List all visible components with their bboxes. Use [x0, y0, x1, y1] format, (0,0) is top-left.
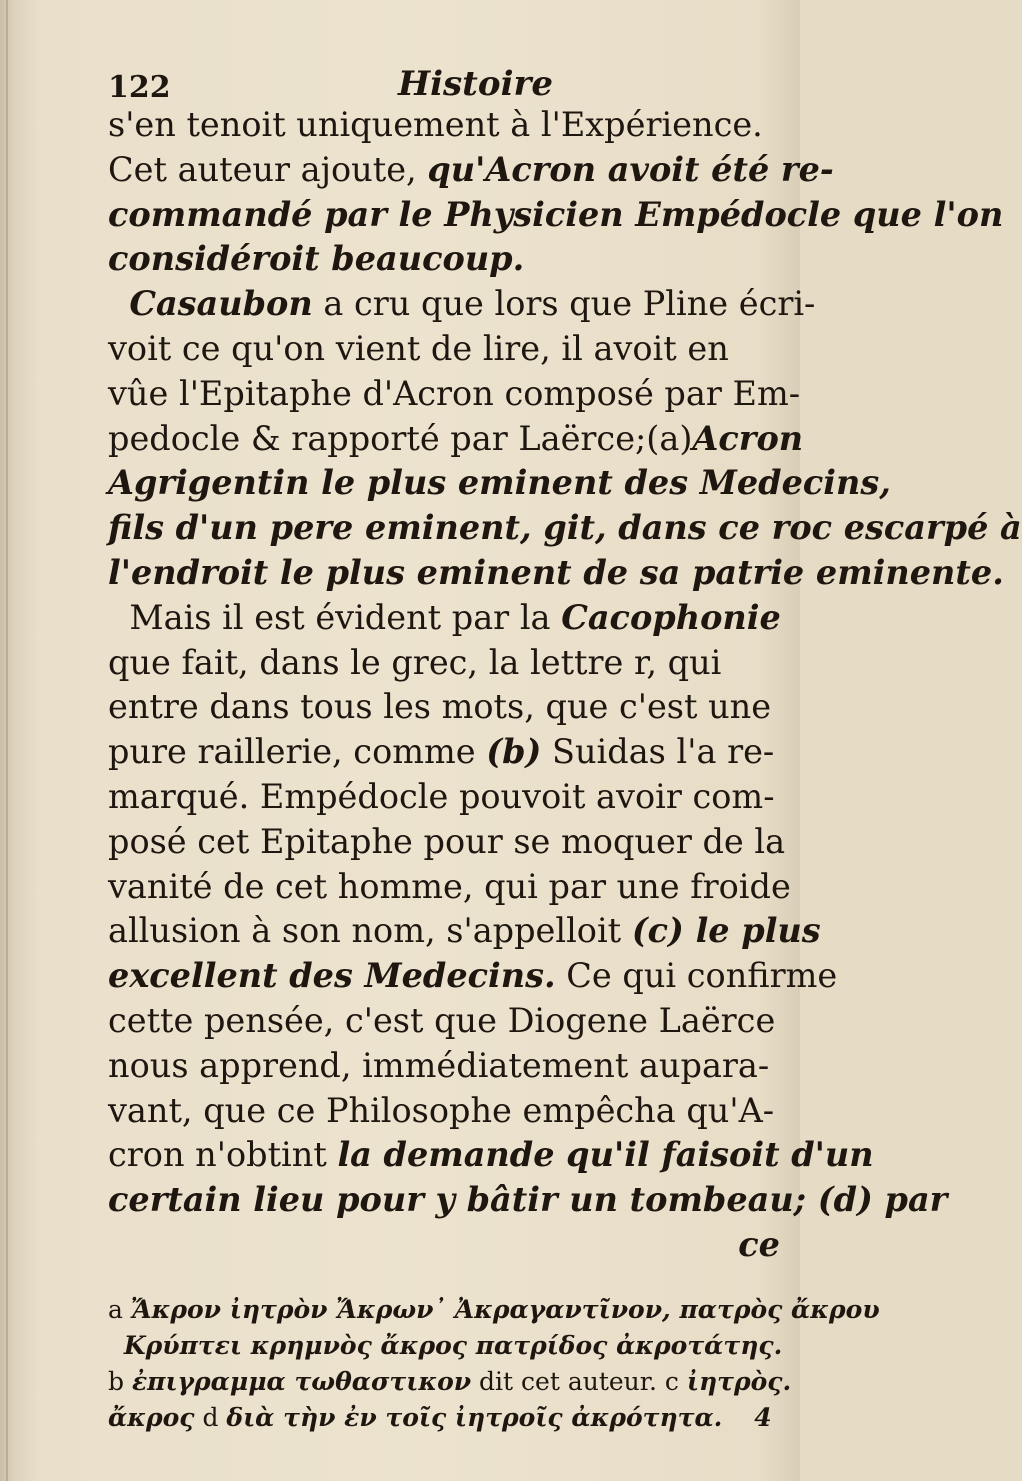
- text-line: s'en tenoit uniquement à l'Expérience.: [108, 105, 763, 144]
- text-line: cron n'obtint la demande qu'il faisoit d'un: [108, 1135, 874, 1175]
- text-line: vanité de cet homme, qui par une froide: [108, 866, 791, 906]
- footnote-line: ἄκρος d διὰ τὴν ἐν τοῖς ἰητροῖς ἀκρότητα. 4: [108, 1403, 772, 1432]
- text-line: voit ce qu'on vient de lire, il avoit en: [108, 328, 729, 368]
- page-header: [108, 60, 718, 104]
- text-line: vûe l'Epitaphe d'Acron composé par Em-: [108, 373, 801, 413]
- running-head: Histoire: [398, 64, 554, 104]
- text-line: que fait, dans le grec, la lettre r, qui: [108, 642, 722, 682]
- footnote-line: b ἐπιγραμμα τωθαστικον dit cet auteur. c ἰητρὸς.: [108, 1367, 792, 1396]
- page-gutter-edge: [6, 0, 8, 1481]
- text-line: marqué. Empédocle pouvoit avoir com-: [108, 776, 775, 816]
- text-line: entre dans tous les mots, que c'est une: [108, 687, 772, 727]
- text-line: fils d'un pere eminent, git, dans ce roc escarpé à: [108, 508, 1022, 548]
- text-line: cette pensée, c'est que Diogene Laërce: [108, 1000, 776, 1040]
- catchword: ce: [738, 1224, 780, 1264]
- text-line: l'endroit le plus eminent de sa patrie eminente.: [108, 552, 1004, 592]
- text-line: excellent des Medecins. Ce qui confirme: [108, 956, 838, 996]
- footnote-line: Κρύπτει κρημνὸς ἄκρος πατρίδος ἀκροτάτης.: [123, 1331, 783, 1360]
- text-line: pure raillerie, comme (b) Suidas l'a re-: [108, 732, 775, 772]
- text-line: pedocle & rapporté par Laërce;(a)Acron: [108, 418, 804, 458]
- text-line: Mais il est évident par la Cacophonie: [129, 597, 781, 637]
- text-line: allusion à son nom, s'appelloit (c) le plus: [108, 911, 821, 951]
- text-line: Casaubon a cru que lors que Pline écri-: [129, 284, 816, 324]
- signature-mark: 4: [754, 1403, 772, 1432]
- footnote-line: a Ἄκρον ἰητρὸν Ἄκρων᾽ Ἀκραγαντῖνον, πατρὸς ἄκρου: [108, 1295, 880, 1324]
- text-line: considéroit beaucoup.: [108, 239, 525, 279]
- text-line: posé cet Epitaphe pour se moquer de la: [108, 821, 786, 861]
- text-line: certain lieu pour y bâtir un tombeau; (d) par: [108, 1180, 948, 1220]
- text-line: Agrigentin le plus eminent des Medecins,: [108, 463, 891, 503]
- text-line: Cet auteur ajoute, qu'Acron avoit été re-: [108, 149, 834, 189]
- text-line: vant, que ce Philosophe empêcha qu'A-: [108, 1090, 775, 1130]
- main-text: [108, 103, 1022, 1268]
- text-line: nous apprend, immédiatement aupara-: [108, 1045, 770, 1085]
- footnotes: [108, 1292, 880, 1436]
- page-number: 122: [108, 70, 171, 105]
- text-line: commandé par le Physicien Empédocle que l'on: [108, 194, 1004, 234]
